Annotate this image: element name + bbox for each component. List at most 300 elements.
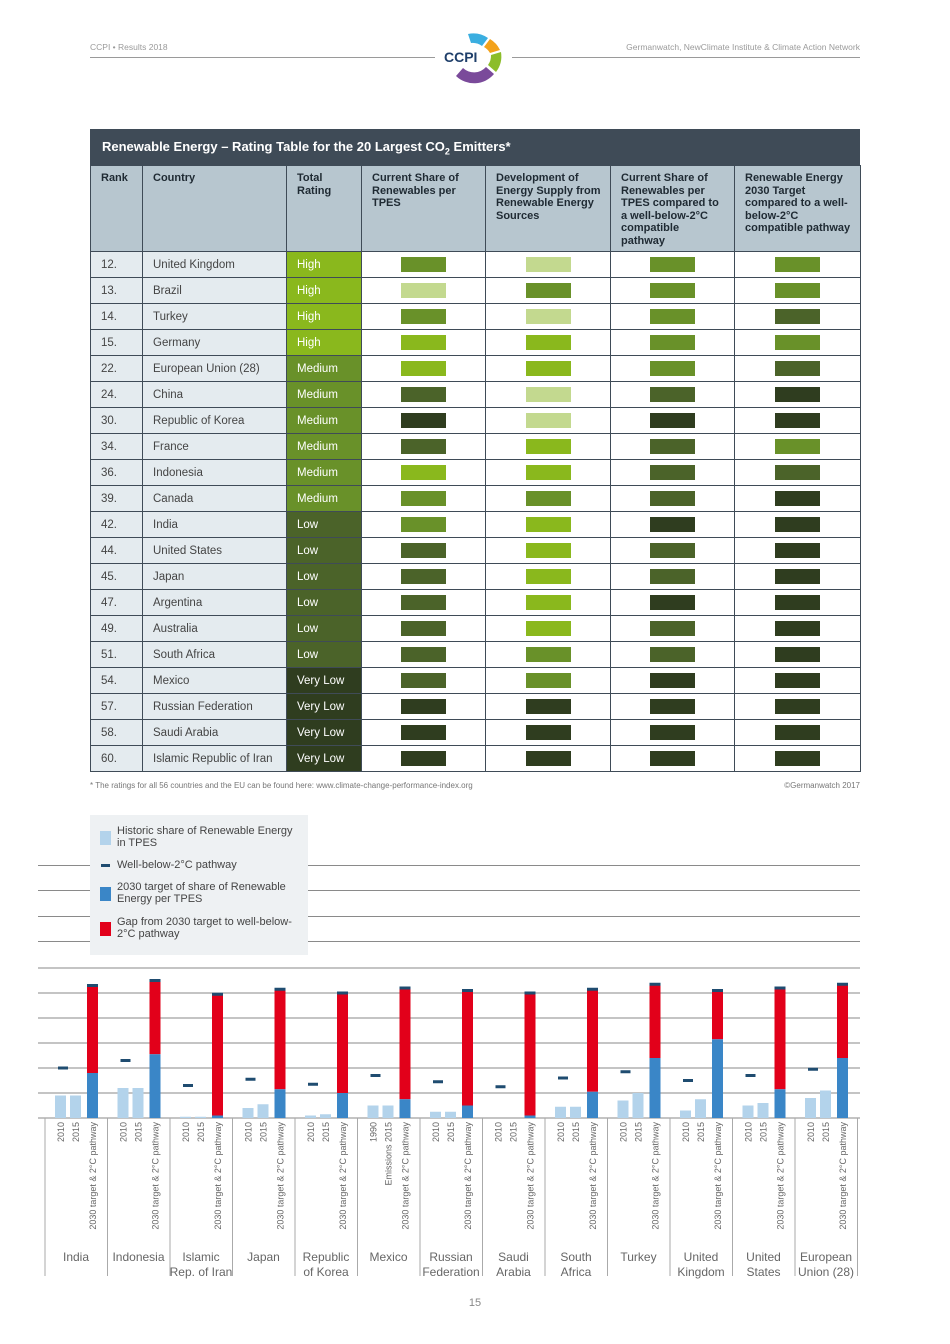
gap-bar [400,988,411,1099]
legend-gridline [308,890,860,891]
col-header-current-share: Current Share of Renewables per TPES [362,166,486,252]
country-cell: Brazil [143,278,287,304]
rating-swatch [401,465,446,480]
country-cell: India [143,512,287,538]
gap-bar [650,984,661,1058]
pathway-top-marker [275,988,286,991]
target-bar [650,1058,661,1118]
rank-cell: 39. [91,486,143,512]
table-row [91,512,861,538]
rating-swatch-cell [486,564,611,590]
rating-swatch [650,413,695,428]
year-label: 2015 [196,1122,206,1143]
header-left-text: CCPI • Results 2018 [90,42,168,52]
country-label: Indonesia [112,1250,165,1264]
historic-bar [445,1112,456,1118]
target-bar [150,1054,161,1118]
rating-swatch-cell [611,538,735,564]
rank-cell: 14. [91,304,143,330]
rating-swatch [526,543,571,558]
pathway-marker [621,1070,631,1073]
historic-bar [118,1088,129,1118]
rank-cell: 54. [91,668,143,694]
historic-bar [55,1096,66,1119]
rating-cell: High [287,278,362,304]
rating-cell: High [287,252,362,278]
rating-swatch-cell [362,720,486,746]
rating-cell: Medium [287,356,362,382]
country-label-line: Arabia [496,1265,531,1279]
rating-swatch [526,725,571,740]
country-cell: Saudi Arabia [143,720,287,746]
year-label: 2030 target & 2°C pathway [338,1122,348,1230]
year-label: Emissions 2015 [383,1122,394,1186]
rating-swatch [775,491,820,506]
country-label-line: United [683,1250,719,1264]
rating-swatch [401,413,446,428]
rating-cell: Medium [287,408,362,434]
rating-cell: Medium [287,434,362,460]
rating-swatch-cell [486,356,611,382]
country-label [746,1250,781,1279]
rating-swatch [775,595,820,610]
pathway-top-marker [525,992,536,995]
rating-swatch-cell [735,330,861,356]
copyright: ©Germanwatch 2017 [784,781,860,790]
legend-pathway-label: Well-below-2°C pathway [117,859,237,871]
country-label [798,1250,854,1279]
legend-gap-label: Gap from 2030 target to well-below-2°C pathway [117,916,292,940]
rank-cell: 45. [91,564,143,590]
rating-swatch [526,569,571,584]
table-title-subscript: 2 [444,146,450,157]
rating-swatch [650,647,695,662]
table-row [91,304,861,330]
pathway-top-marker [650,983,661,986]
gap-bar [275,989,286,1089]
country-label-line: Republic [302,1250,350,1264]
rating-swatch [401,283,446,298]
rating-swatch [650,361,695,376]
historic-bar [820,1091,831,1119]
rating-swatch [775,439,820,454]
year-label: 2010 [493,1122,504,1143]
year-label: 2030 target & 2°C pathway [713,1122,723,1230]
rating-swatch-cell [362,408,486,434]
year-label: 2010 [118,1122,129,1143]
rating-swatch-cell [735,642,861,668]
rating-swatch [401,621,446,636]
gap-bar [87,986,98,1074]
col-header-development: Development of Energy Supply from Renewable Energy Sources [486,166,611,252]
rating-swatch [401,673,446,688]
year-label: 2010 [306,1122,316,1143]
rating-swatch-cell [735,304,861,330]
country-label-line: Rep. of Iran [169,1265,233,1279]
year-label: 2015 [71,1122,81,1143]
rating-swatch [775,569,820,584]
year-label: 2015 [758,1122,769,1143]
rating-swatch-cell [611,382,735,408]
target-bar [462,1106,473,1119]
year-label: 2030 target & 2°C pathway [838,1122,848,1230]
table-row [91,746,861,772]
legend-gridline [38,941,90,942]
country-label-line: European [799,1250,853,1264]
year-label: 2010 [56,1122,66,1143]
col-header-total-rating: Total Rating [287,166,362,252]
rating-swatch-cell [735,434,861,460]
rating-swatch-cell [611,746,735,772]
rating-swatch [401,751,446,766]
historic-bar [680,1111,691,1119]
rating-cell: Very Low [287,746,362,772]
rating-swatch [650,621,695,636]
rank-cell: 12. [91,252,143,278]
rating-swatch-cell [362,668,486,694]
rank-cell: 13. [91,278,143,304]
table-row [91,642,861,668]
year-label: 2015 [571,1122,581,1143]
country-cell: Canada [143,486,287,512]
historic-bar [133,1088,144,1118]
gap-bar [337,993,348,1093]
rating-swatch-cell [486,382,611,408]
rating-swatch [650,387,695,402]
rating-swatch-cell [486,538,611,564]
rating-swatch-cell [611,460,735,486]
rating-swatch [526,621,571,636]
table-title-suffix: Emitters* [449,139,511,154]
country-label: India [62,1250,90,1264]
rating-swatch-cell [735,694,861,720]
rating-swatch [650,335,695,350]
rating-swatch [775,309,820,324]
rating-swatch-cell [735,720,861,746]
rank-cell: 42. [91,512,143,538]
logo-text: CCPI [444,49,478,65]
rating-swatch [401,699,446,714]
historic-bar [180,1117,191,1118]
rating-swatch [775,387,820,402]
rating-swatch [401,569,446,584]
pathway-top-marker [400,987,411,990]
country-label-line: South [560,1250,592,1264]
country-cell: China [143,382,287,408]
rating-swatch [401,725,446,740]
country-cell: United Kingdom [143,252,287,278]
table-row [91,538,861,564]
rating-swatch-cell [611,590,735,616]
year-label: 2015 [258,1122,269,1143]
legend-historic-swatch [100,831,111,845]
rating-swatch-cell [611,486,735,512]
rating-swatch-cell [735,668,861,694]
table-row [91,720,861,746]
rating-swatch [526,361,571,376]
rating-swatch-cell [735,746,861,772]
historic-bar [743,1106,754,1119]
country-label-line: Union (28) [797,1265,855,1279]
rating-swatch [401,257,446,272]
header-rule-right [512,57,860,58]
year-label: 2010 [243,1122,254,1143]
rating-swatch-cell [486,642,611,668]
rating-swatch-cell [486,486,611,512]
rating-swatch [650,725,695,740]
historic-bar [633,1093,644,1118]
rank-cell: 49. [91,616,143,642]
rating-swatch [526,283,571,298]
rating-swatch [775,621,820,636]
country-label: Mexico [369,1250,408,1264]
page-number: 15 [468,1297,482,1309]
country-cell: Russian Federation [143,694,287,720]
year-label: 2015 [633,1122,644,1143]
rating-cell: Medium [287,460,362,486]
pathway-top-marker [587,988,598,991]
table-title [90,129,860,165]
rating-swatch [650,439,695,454]
rating-cell: High [287,330,362,356]
rating-swatch-cell [611,408,735,434]
rating-table-container [90,129,860,772]
country-cell: Australia [143,616,287,642]
rating-swatch [775,543,820,558]
historic-bar [70,1096,81,1119]
rating-swatch-cell [735,460,861,486]
rank-cell: 34. [91,434,143,460]
rating-swatch [775,413,820,428]
rating-swatch [526,673,571,688]
rating-swatch [650,465,695,480]
year-label: 2010 [806,1122,816,1143]
rating-swatch [526,335,571,350]
rating-swatch-cell [611,642,735,668]
rating-swatch [650,309,695,324]
rating-swatch [775,335,820,350]
rank-cell: 58. [91,720,143,746]
year-label: 2010 [431,1122,441,1143]
rating-cell: Low [287,616,362,642]
rating-swatch-cell [735,382,861,408]
rating-cell: Medium [287,486,362,512]
rating-swatch [775,699,820,714]
rating-cell: Low [287,564,362,590]
gap-bar [712,991,723,1040]
rating-swatch-cell [362,278,486,304]
col-header-share-vs-pathway: Current Share of Renewables per TPES compared to a well-below-2°C compatible pathway [611,166,735,252]
table-body [91,252,861,772]
legend-gridline [38,865,90,866]
year-label: 2030 target & 2°C pathway [400,1122,411,1230]
rating-cell: Low [287,538,362,564]
rank-cell: 47. [91,590,143,616]
gap-bar [837,984,848,1058]
rating-swatch-cell [362,460,486,486]
country-label-line: Kingdom [677,1265,725,1279]
rating-swatch-cell [486,616,611,642]
rating-swatch-cell [486,434,611,460]
rating-swatch-cell [486,720,611,746]
rating-cell: Medium [287,382,362,408]
rating-swatch [526,387,571,402]
country-label [560,1250,591,1279]
table-row [91,434,861,460]
rating-swatch [775,361,820,376]
year-label: 2010 [181,1122,191,1143]
rating-cell: Low [287,512,362,538]
pathway-top-marker [712,989,723,992]
rating-swatch-cell [486,252,611,278]
legend-gridline [308,916,860,917]
renewable-share-chart [0,960,950,1280]
historic-bar [570,1107,581,1118]
target-bar [525,1116,536,1119]
rating-swatch [650,543,695,558]
table-row [91,278,861,304]
header-rule-left [90,57,435,58]
rating-swatch [401,387,446,402]
legend-gridline [38,916,90,917]
year-label: 2015 [821,1122,831,1143]
rating-swatch [526,751,571,766]
year-label: 1990 [368,1122,379,1143]
rating-swatch [526,491,571,506]
year-label: 2030 target & 2°C pathway [525,1122,536,1230]
rating-swatch-cell [362,512,486,538]
rating-swatch-cell [362,590,486,616]
rating-swatch-cell [611,512,735,538]
year-label: 2030 target & 2°C pathway [88,1122,98,1230]
pathway-top-marker [150,979,161,982]
country-cell: United States [143,538,287,564]
target-bar [712,1039,723,1118]
rating-swatch-cell [362,486,486,512]
logo-arc-orange [484,39,500,53]
table-row [91,460,861,486]
year-label: 2015 [321,1122,331,1143]
col-header-rank: Rank [91,166,143,252]
year-label: 2015 [133,1122,144,1143]
year-label: 2030 target & 2°C pathway [588,1122,598,1230]
rating-swatch [775,517,820,532]
rating-swatch [650,699,695,714]
country-cell: Republic of Korea [143,408,287,434]
rating-swatch-cell [611,356,735,382]
legend-gap-swatch [100,922,111,936]
rating-swatch [526,699,571,714]
rating-swatch-cell [362,252,486,278]
rating-swatch [650,517,695,532]
year-label: 2015 [508,1122,519,1143]
rating-swatch-cell [362,330,486,356]
rating-swatch-cell [362,382,486,408]
rank-cell: 24. [91,382,143,408]
historic-bar [758,1103,769,1118]
rating-swatch [650,595,695,610]
table-row [91,668,861,694]
country-label-line: Islamic [182,1250,220,1264]
ccpi-logo [438,28,510,86]
country-cell: European Union (28) [143,356,287,382]
table-row [91,616,861,642]
rating-swatch [401,647,446,662]
rating-swatch [401,309,446,324]
table-row [91,694,861,720]
target-bar [775,1089,786,1118]
country-label-line: Saudi [498,1250,529,1264]
rating-swatch [526,413,571,428]
year-label: 2010 [556,1122,566,1143]
rating-swatch-cell [486,694,611,720]
logo-arc-green [488,52,501,72]
pathway-marker [433,1080,443,1083]
target-bar [400,1099,411,1118]
historic-bar [618,1101,629,1119]
country-cell: Indonesia [143,460,287,486]
rating-swatch [775,465,820,480]
rating-swatch [650,491,695,506]
rating-swatch-cell [611,720,735,746]
gap-bar [525,993,536,1116]
country-cell: France [143,434,287,460]
country-label [422,1250,479,1279]
table-row [91,356,861,382]
rating-swatch [401,361,446,376]
rating-swatch [401,595,446,610]
gap-bar [150,981,161,1055]
rating-swatch [526,647,571,662]
header-right-text: Germanwatch, NewClimate Institute & Climate Action Network [626,42,860,52]
rank-cell: 57. [91,694,143,720]
year-label: 2015 [446,1122,456,1143]
rating-swatch [775,725,820,740]
rating-swatch-cell [735,564,861,590]
rating-swatch-cell [611,434,735,460]
rating-swatch [775,673,820,688]
table-row [91,330,861,356]
rank-cell: 36. [91,460,143,486]
rating-swatch [401,439,446,454]
rating-swatch-cell [362,642,486,668]
rank-cell: 60. [91,746,143,772]
rating-swatch-cell [735,278,861,304]
rating-swatch-cell [362,746,486,772]
table-row [91,590,861,616]
table-footnote: * The ratings for all 56 countries and the EU can be found here: www.climate-change-performance-index.org [90,781,473,790]
pathway-marker [58,1067,68,1070]
historic-bar [430,1112,441,1118]
legend-gridline [308,941,860,942]
rating-cell: High [287,304,362,330]
rating-swatch-cell [486,278,611,304]
rating-cell: Low [287,642,362,668]
rating-swatch-cell [362,616,486,642]
year-label: 2010 [743,1122,754,1143]
historic-bar [383,1106,394,1119]
country-label [303,1250,350,1279]
rating-swatch-cell [486,512,611,538]
legend-target-swatch [100,887,111,901]
pathway-marker [183,1084,193,1087]
rating-swatch [650,751,695,766]
rating-swatch-cell [486,746,611,772]
target-bar [212,1116,223,1119]
rating-swatch [775,751,820,766]
country-label-line: of Korea [303,1265,349,1279]
rank-cell: 15. [91,330,143,356]
